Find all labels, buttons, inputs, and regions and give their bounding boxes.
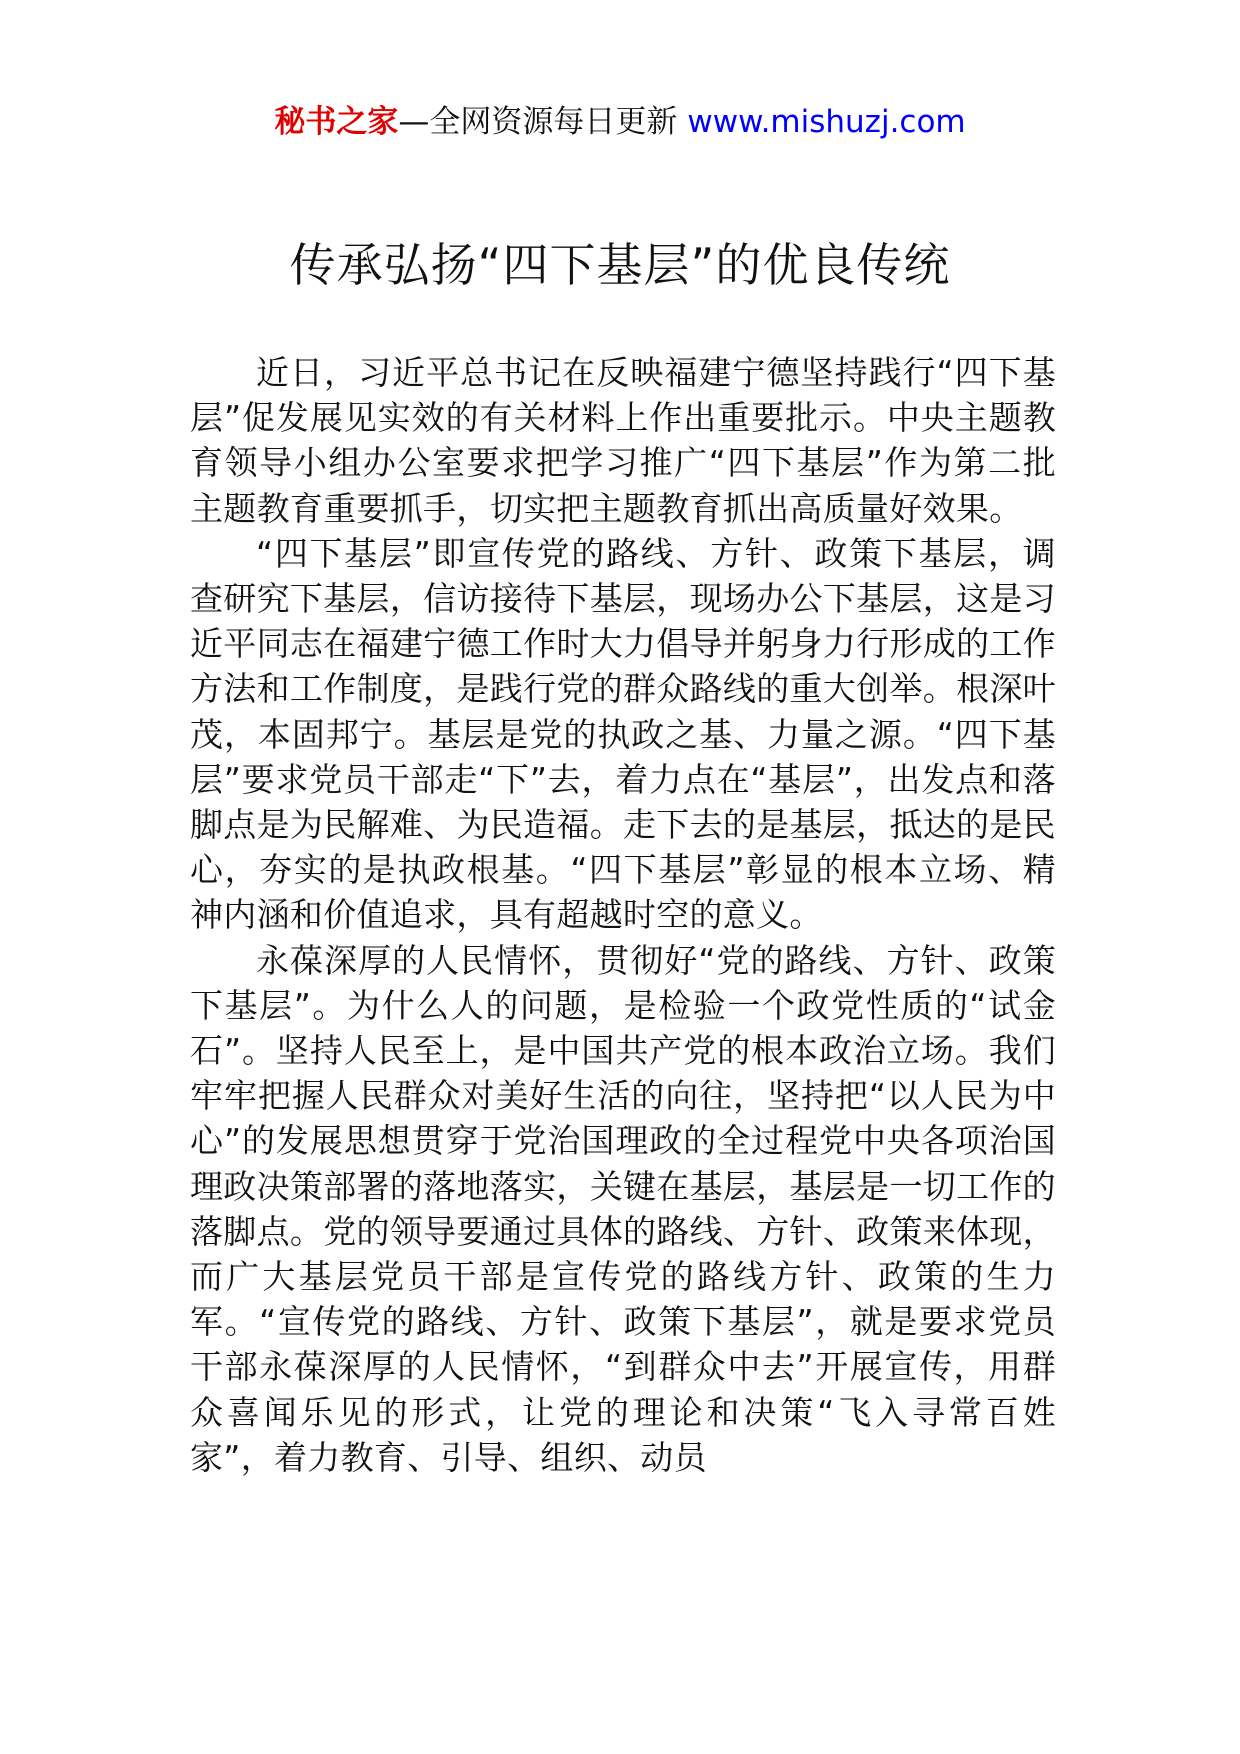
site-brand: 秘书之家 [274, 104, 399, 140]
paragraph: “四下基层”即宣传党的路线、方针、政策下基层，调查研究下基层，信访接待下基层，现场办公下基层，这是习近平同志在福建宁德工作时大力倡导并躬身力行形成的工作方法和工作制度，是践行党的群众路线的重大创举。根深叶茂，本固邦宁。基层是党的执政之基、力量之源。“四下基层”要求党员干部走“下”去，着力点在“基层”，出发点和落脚点是为民解难、为民造福。走下去的是基层，抵达的是民心，夯实的是执政根基。“四下基层”彰显的根本立场、精神内涵和价值追求，具有超越时空的意义。 [190, 533, 1056, 935]
document-body [190, 350, 1056, 1480]
paragraph: 近日，习近平总书记在反映福建宁德坚持践行“四下基层”促发展见实效的有关材料上作出重要批示。中央主题教育领导小组办公室要求把学习推广“四下基层”作为第二批主题教育重要抓手，切实把主题教育抓出高质量好效果。 [190, 353, 1056, 528]
site-url-link[interactable]: www.mishuzj.com [687, 104, 966, 140]
document-title: 传承弘扬“四下基层”的优良传统 [289, 238, 951, 292]
site-header [0, 102, 1240, 142]
site-tagline: —全网资源每日更新 [398, 104, 678, 140]
paragraph: 永葆深厚的人民情怀，贯彻好“党的路线、方针、政策下基层”。为什么人的问题，是检验一个政党性质的“试金石”。坚持人民至上，是中国共产党的根本政治立场。我们牢牢把握人民群众对美好生活的向往，坚持把“以人民为中心”的发展思想贯穿于党治国理政的全过程党中央各项治国理政决策部署的落地落实，关键在基层，基层是一切工作的落脚点。党的领导要通过具体的路线、方针、政策来体现，而广大基层党员干部是宣传党的路线方针、政策的生力军。“宣传党的路线、方针、政策下基层”，就是要求党员干部永葆深厚的人民情怀，“到群众中去”开展宣传，用群众喜闻乐见的形式，让党的理论和决策“飞入寻常百姓家”，着力教育、引导、组织、动员 [190, 940, 1056, 1477]
